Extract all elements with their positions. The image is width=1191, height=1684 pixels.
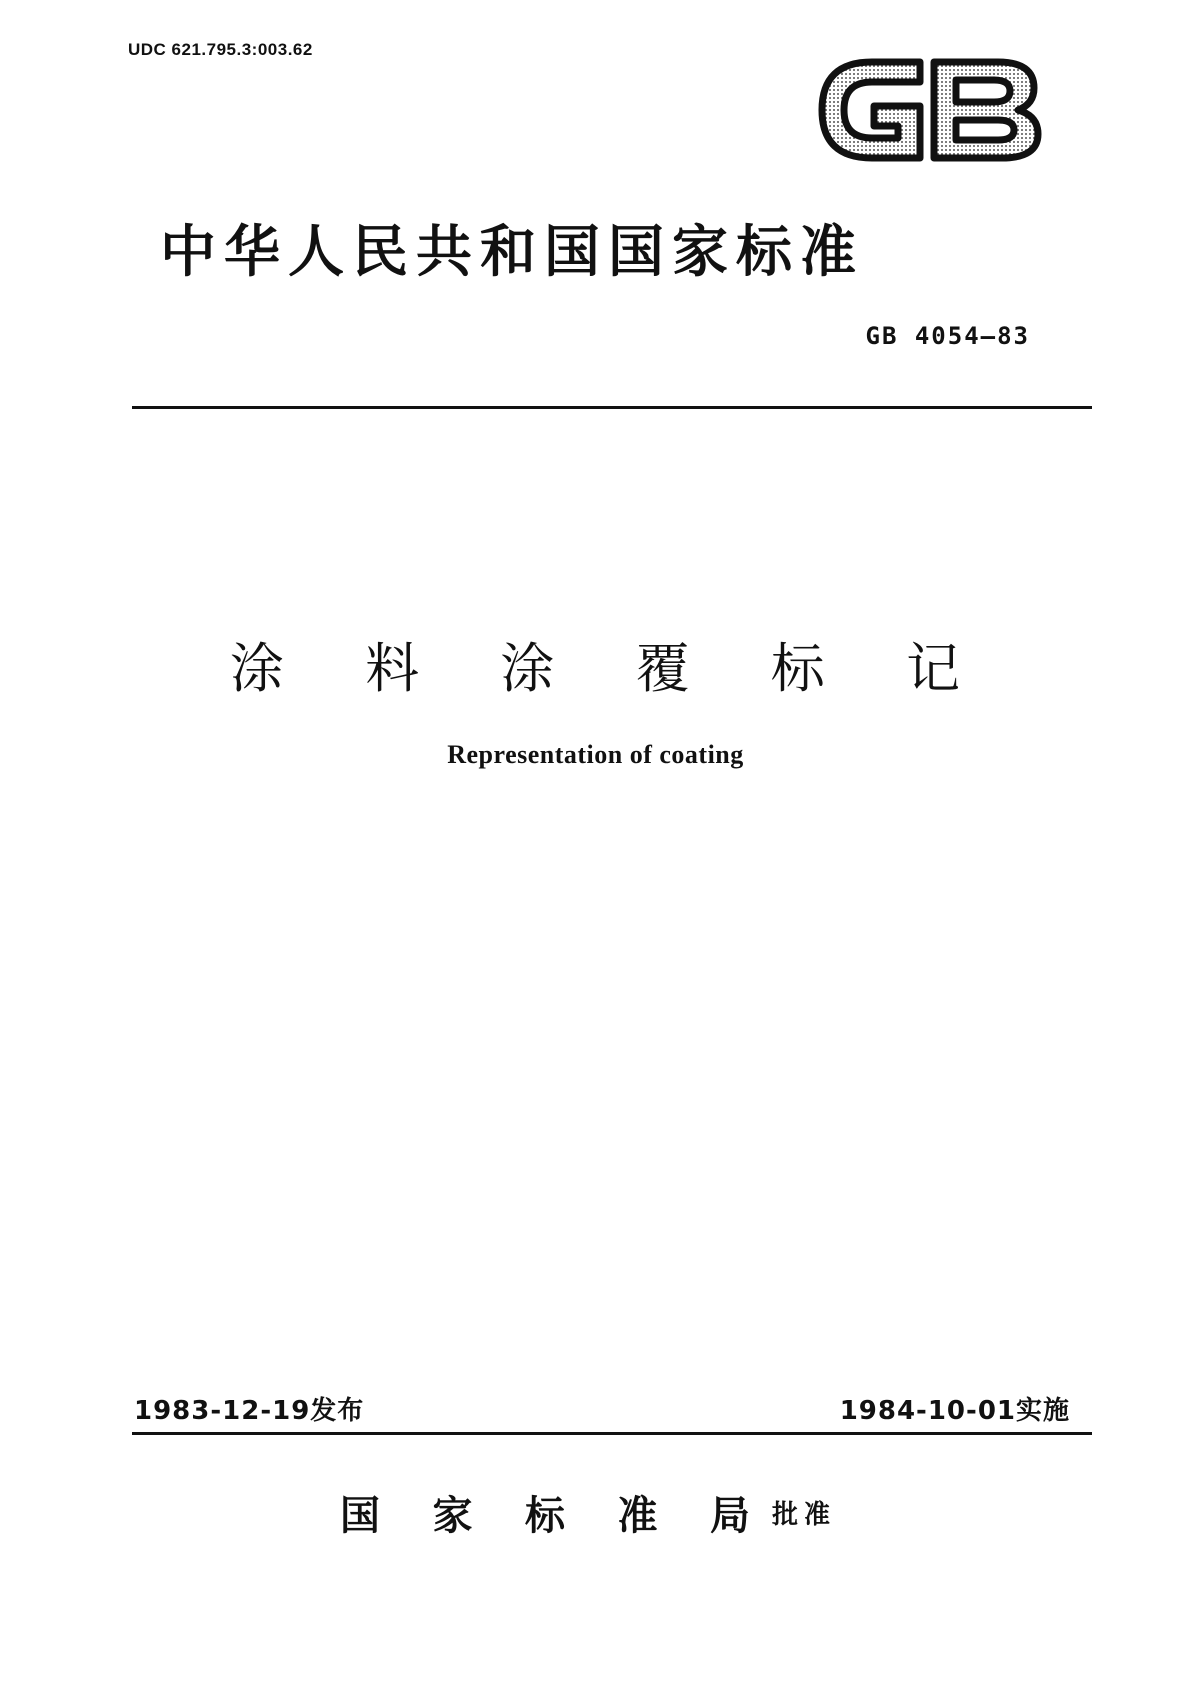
standard-number: GB 4054—83 [865,322,1030,350]
document-title-english: Representation of coating [447,740,744,769]
national-standard-title: 中华人民共和国国家标准 [160,220,864,285]
implementation-date: 1984-10-01实施 [839,1396,1070,1426]
title-char: 涂 [500,637,555,700]
issuing-bureau [340,1484,750,1541]
udc-code: UDC 621.795.3:003.62 [128,40,313,59]
title-char: 料 [365,637,420,700]
issue-date: 1983-12-19发布 [134,1396,365,1426]
document-title-chinese [230,626,960,703]
bureau-char: 标 [525,1493,565,1539]
approval-label: 批准 [772,1500,837,1530]
bureau-char: 局 [710,1493,750,1539]
title-char: 涂 [230,637,284,700]
gb-logo-icon [812,48,1048,172]
title-char: 记 [905,637,960,700]
top-divider [132,406,1092,409]
title-char: 覆 [635,637,690,700]
bureau-char: 家 [432,1493,473,1539]
title-char: 标 [770,637,825,700]
bottom-divider [132,1432,1092,1435]
bureau-char: 准 [617,1493,658,1539]
bureau-char: 国 [340,1493,380,1539]
